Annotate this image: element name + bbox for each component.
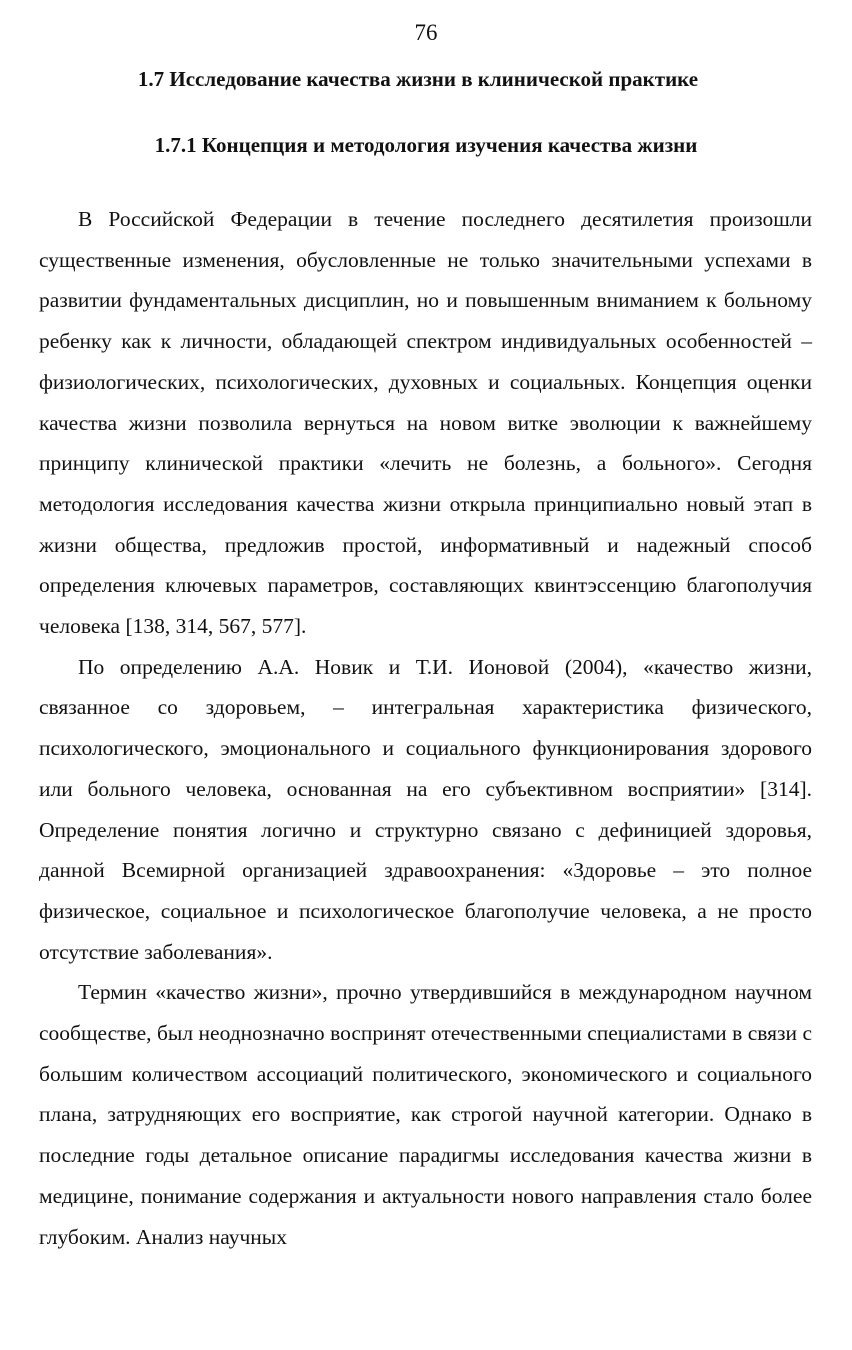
- section-heading: 1.7 Исследование качества жизни в клинической практике: [137, 67, 699, 91]
- paragraph-1: В Российской Федерации в течение последнего десятилетия произошли существенные изменения, обусловленные не только значительными успехами в развитии фундаментальных дисциплин, но и повышенным вниманием к больному ребенку как к личности, обладающей спектром индивидуальных особенностей – физиологических, психологических, духовных и социальных. Концепция оценки качества жизни позволила вернуться на новом витке эволюции к важнейшему принципу клинической практики «лечить не болезнь, а больного». Сегодня методология исследования качества жизни открыла принципиально новый этап в жизни общества, предложив простой, информативный и надежный способ определения ключевых параметров, составляющих квинтэссенцию благополучия человека [138, 314, 567, 577].: [39, 207, 812, 639]
- body-text: [39, 199, 812, 1257]
- paragraph-2: По определению А.А. Новик и Т.И. Ионовой (2004), «качество жизни, связанное со здоровьем, – интегральная характеристика физического, психологического, эмоционального и социального функционирования здорового или больного человека, основанная на его субъективном восприятии» [314]. Определение понятия логично и структурно связано с дефиницией здоровья, данной Всемирной организацией здравоохранения: «Здоровье – это полное физическое, социальное и психологическое благополучие человека, а не просто отсутствие заболевания».: [39, 654, 812, 964]
- paragraph-3: Термин «качество жизни», прочно утвердившийся в международном научном сообществе, был неоднозначно воспринят отечественными специалистами в связи с большим количеством ассоциаций политического, экономического и социального плана, затрудняющих его восприятие, как строгой научной категории. Однако в последние годы детальное описание парадигмы исследования качества жизни в медицине, понимание содержания и актуальности нового направления стало более глубоким. Анализ научных: [39, 980, 812, 1249]
- page-number: 76: [414, 20, 438, 45]
- subsection-heading: 1.7.1 Концепция и методология изучения качества жизни: [154, 133, 698, 157]
